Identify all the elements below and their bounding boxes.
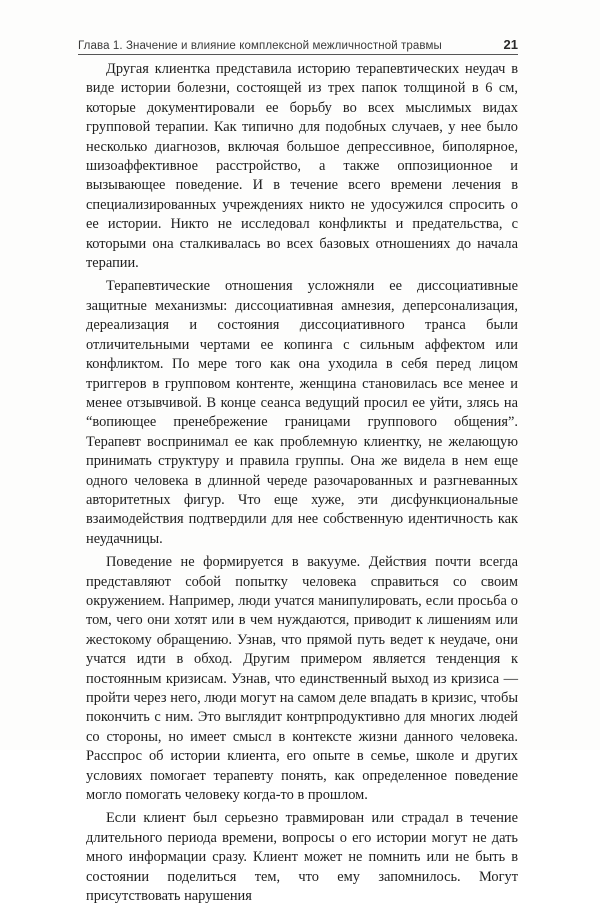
paragraph-clinical-history: Другая клиентка представила историю терапевтических неудач в виде истории болезни, состоящей из трех папок толщиной в 6 см, которые документировали ее борьбу во всех мыслимых видах групповой терапии. Как типично для подобных случаев, у нее было несколько диагнозов, включая большое депрессивное, биполярное, шизоаффективное расстройство, а также оппозиционное и вызывающее поведение. И в течение всего времени лечения в специализированных учреждениях никто не удосужился спросить о ее истории. Никто не исследовал конфликты и предательства, с которыми она сталкивалась во всех базовых отношениях до начала терапии.: [86, 61, 518, 272]
running-title: Глава 1. Значение и влияние комплексной межличностной травмы: [78, 40, 442, 52]
body-text: [86, 60, 518, 910]
page-number: 21: [503, 37, 518, 52]
paragraph-dissociative-defenses: Терапевтические отношения усложняли ее диссоциативные защитные механизмы: диссоциативная амнезия, деперсонализация, дереализация и состояния диссоциативного транса были отличительными чертами ее копинга с сильным аффектом или конфликтом. По мере того как она уходила в себя перед лицом триггеров в групповом контенте, женщина становилась все менее и менее отзывчивой. В конце сеанса ведущий просил ее уйти, злясь на “вопиющее пренебрежение границами группового общения”. Терапевт воспринимал ее как проблемную клиентку, не желающую принимать структуру и правила группы. Она же видела в нем еще одного человека в длинной череде разочарованных и разгневанных авторитетных фигур. Что еще хуже, эти дисфункциональные взаимодействия подтвердили для нее собственную идентичность как неудачницы.: [86, 278, 518, 547]
paragraph-behavior-context: Поведение не формируется в вакууме. Действия почти всегда представляют собой попытку человека справиться со своим окружением. Например, люди учатся манипулировать, если просьба о том, чего они хотят или в чем нуждаются, приводит к лишениям или жестокому обращению. Узнав, что прямой путь ведет к неудаче, они учатся идти в обход. Другим примером является тенденция к постоянным кризисам. Узнав, что единственный выход из кризиса — пройти через него, люди могут на самом деле впадать в кризис, чтобы покончить с ним. Это выглядит контрпродуктивно для многих людей со стороны, но имеет смысл в контексте жизни данного человека. Расспрос об истории клиента, его опыте в семье, школе и других условиях помогает терапевту понять, как определенное поведение могло помогать человеку когда-то в прошлом.: [86, 554, 518, 804]
header-rule: [78, 54, 518, 55]
paragraph-trauma-history: Если клиент был серьезно травмирован или страдал в течение длительного периода времени, вопросы о его истории могут не дать много информации сразу. Клиент может не помнить или не быть в состоянии поделиться тем, что ему запомнилось. Могут присутствовать нарушения: [86, 810, 518, 905]
running-header: [78, 34, 518, 52]
